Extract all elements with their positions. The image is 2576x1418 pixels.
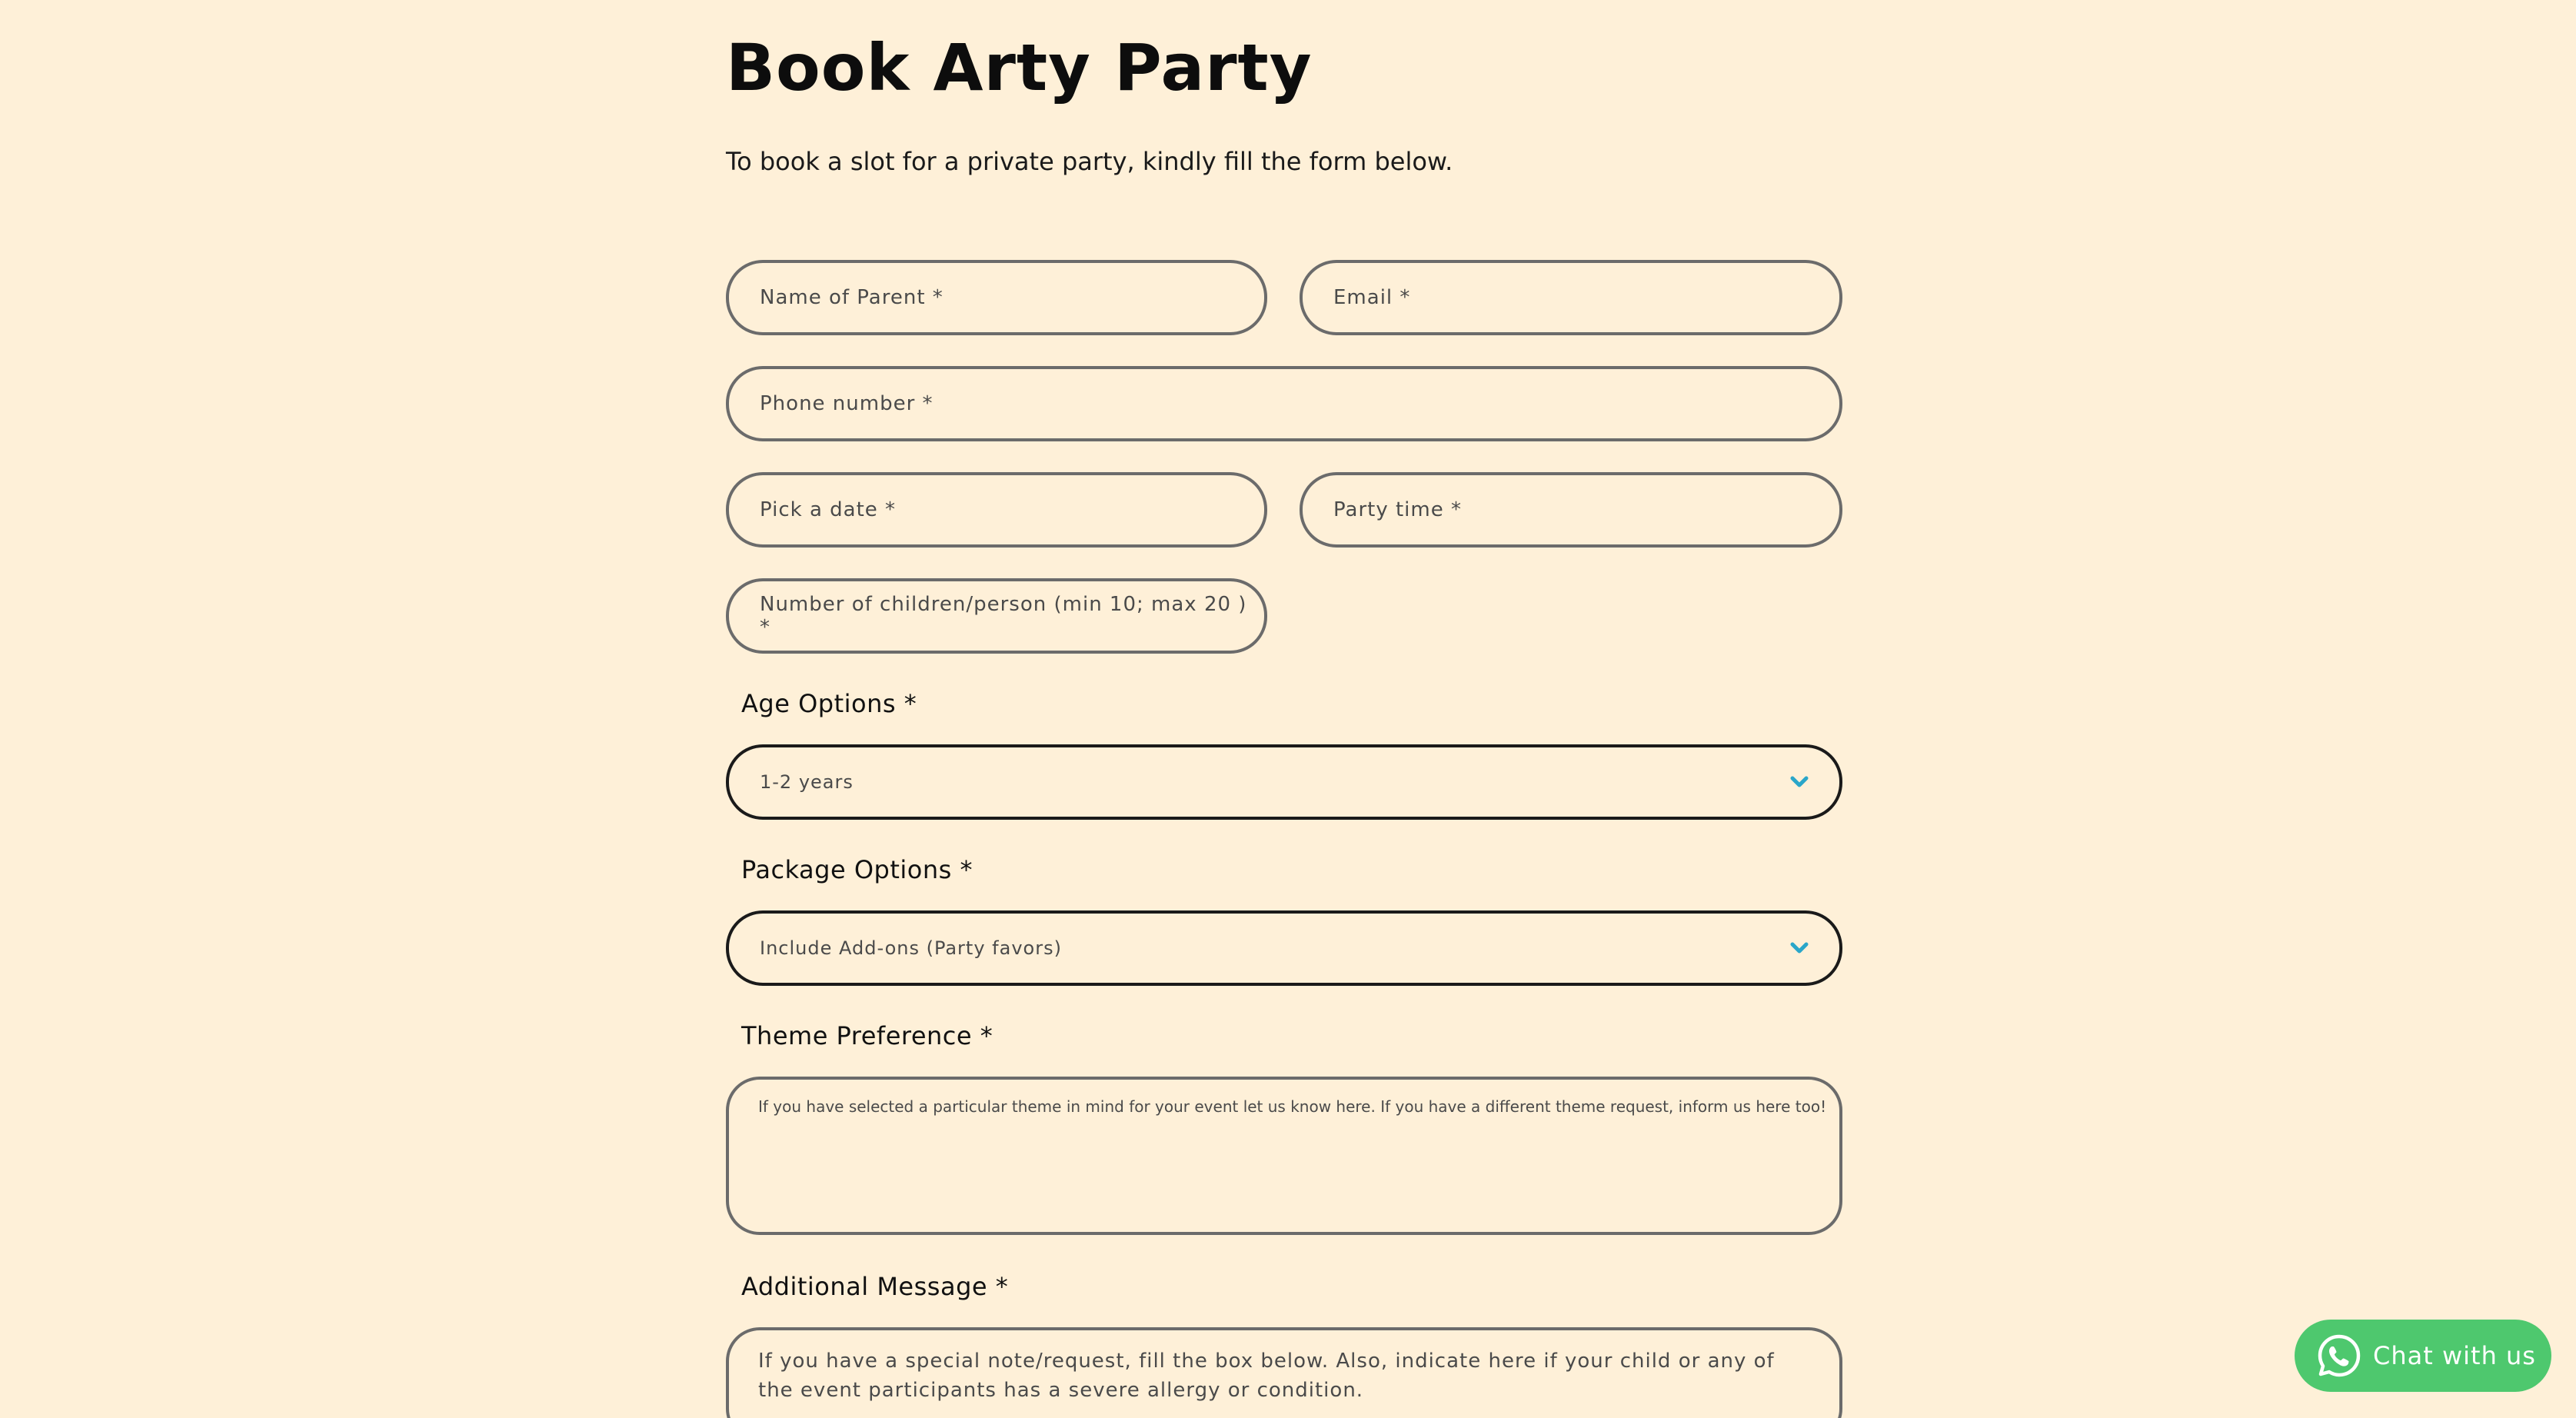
age-options-select[interactable]	[726, 744, 1842, 820]
chat-with-us-button[interactable]	[2295, 1320, 2551, 1392]
page-subtitle: To book a slot for a private party, kindly fill the form below.	[726, 147, 1453, 176]
chevron-down-icon	[1787, 770, 1812, 794]
package-options-label: Package Options *	[741, 855, 973, 884]
theme-preference-placeholder: If you have selected a particular theme in mind for your event let us know here. If you have a different theme request, inform us here too!	[758, 1097, 1827, 1116]
email-input[interactable]	[1300, 260, 1842, 335]
date-picker-input[interactable]	[726, 472, 1267, 548]
children-count-input[interactable]	[726, 578, 1267, 654]
theme-preference-textarea[interactable]	[726, 1077, 1842, 1235]
children-count-placeholder: Number of children/person (min 10; max 20 ) *	[760, 593, 1247, 639]
date-placeholder: Pick a date *	[760, 498, 897, 521]
age-options-label: Age Options *	[741, 689, 917, 718]
chevron-down-icon	[1787, 936, 1812, 960]
package-options-value: Include Add-ons (Party favors)	[760, 937, 1062, 959]
party-time-placeholder: Party time *	[1333, 498, 1462, 521]
email-placeholder: Email *	[1333, 286, 1411, 309]
parent-name-placeholder: Name of Parent *	[760, 286, 944, 309]
theme-preference-label: Theme Preference *	[741, 1021, 993, 1050]
phone-input[interactable]	[726, 366, 1842, 441]
age-options-value: 1-2 years	[760, 771, 854, 793]
phone-placeholder: Phone number *	[760, 392, 934, 415]
chat-with-us-label: Chat with us	[2373, 1341, 2536, 1370]
party-time-input[interactable]	[1300, 472, 1842, 548]
additional-message-placeholder: If you have a special note/request, fill the box below. Also, indicate here if your child or any of the event participants has a severe allergy or condition.	[758, 1350, 1775, 1402]
additional-message-textarea[interactable]	[726, 1327, 1842, 1418]
parent-name-input[interactable]	[726, 260, 1267, 335]
page-title: Book Arty Party	[726, 30, 1313, 105]
whatsapp-icon	[2316, 1333, 2362, 1379]
additional-message-label: Additional Message *	[741, 1272, 1009, 1301]
package-options-select[interactable]	[726, 910, 1842, 986]
